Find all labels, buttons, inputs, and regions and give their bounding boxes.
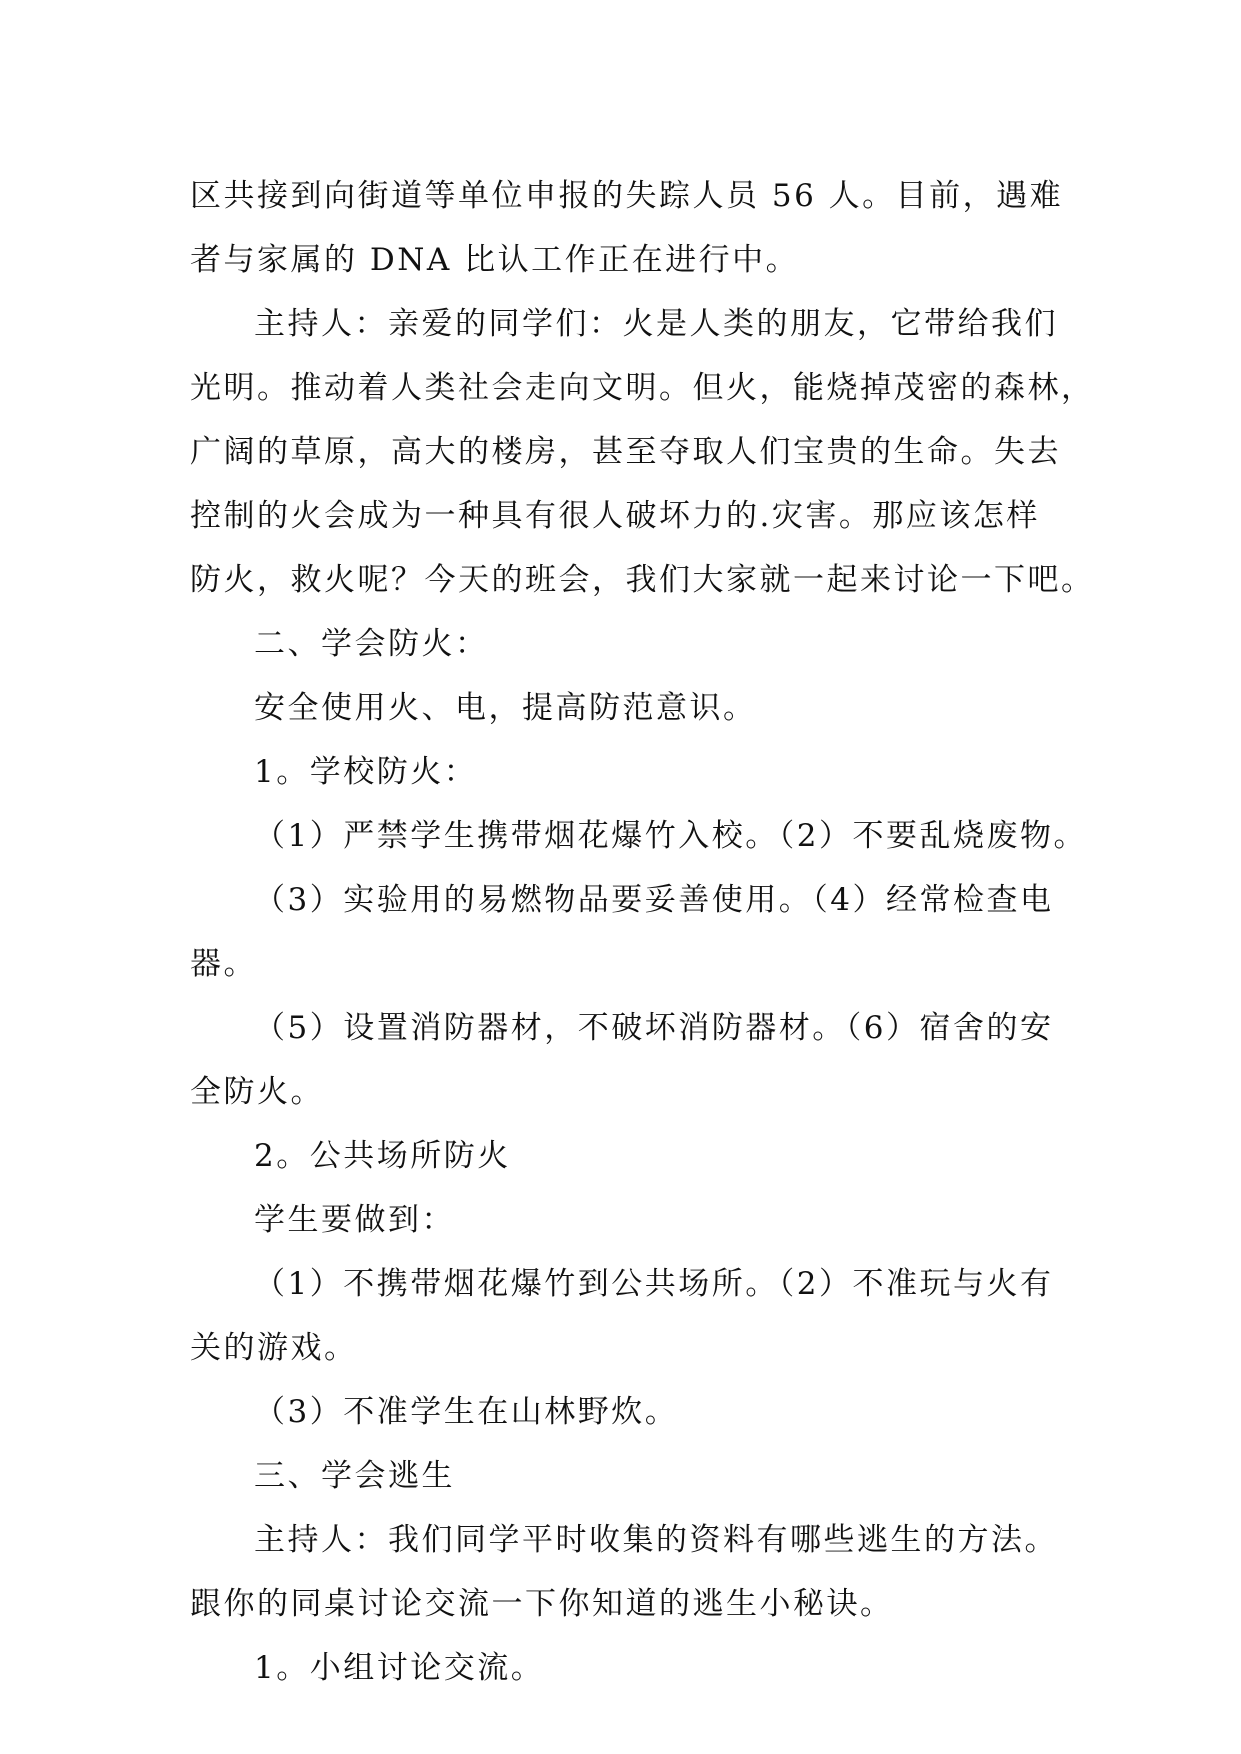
list-item: （5）设置消防器材，不破坏消防器材。（6）宿舍的安: [254, 1010, 1054, 1046]
text-line: 关的游戏。: [190, 1330, 358, 1366]
section-heading: 二、学会防火：: [254, 626, 489, 662]
text-line: 主持人：我们同学平时收集的资料有哪些逃生的方法。: [254, 1522, 1058, 1558]
text-line: 全防火。: [190, 1074, 324, 1110]
section-heading: 三、学会逃生: [254, 1458, 455, 1494]
text-line: 控制的火会成为一种具有很人破坏力的.灾害。那应该怎样: [190, 498, 1040, 534]
list-item: （3）不准学生在山林野炊。: [254, 1394, 679, 1430]
text-line: 跟你的同桌讨论交流一下你知道的逃生小秘诀。: [190, 1586, 894, 1622]
text-line: 安全使用火、电，提高防范意识。: [254, 690, 757, 726]
list-item: （3）实验用的易燃物品要妥善使用。（4）经常检查电: [254, 882, 1054, 918]
list-item: （1）不携带烟花爆竹到公共场所。（2）不准玩与火有: [254, 1266, 1054, 1302]
text-line: 者与家属的 DNA 比认工作正在进行中。: [190, 242, 800, 278]
text-line: 广阔的草原，高大的楼房，甚至夺取人们宝贵的生命。失去: [190, 434, 1061, 470]
subsection-heading: 2。公共场所防火: [254, 1138, 511, 1174]
text-line: 学生要做到：: [254, 1202, 455, 1238]
list-item: （1）严禁学生携带烟花爆竹入校。（2）不要乱烧废物。: [254, 818, 1087, 854]
text-line: 区共接到向街道等单位申报的失踪人员 56 人。目前，遇难: [190, 178, 1064, 214]
text-line: 器。: [190, 946, 257, 982]
subsection-heading: 1。学校防火：: [254, 754, 478, 790]
text-line: 主持人：亲爱的同学们：火是人类的朋友，它带给我们: [254, 306, 1058, 342]
text-line: 防火，救火呢？今天的班会，我们大家就一起来讨论一下吧。: [190, 562, 1095, 598]
document-body: [190, 164, 1095, 1700]
text-line: 光明。推动着人类社会走向文明。但火，能烧掉茂密的森林，: [190, 370, 1095, 406]
subsection-heading: 1。小组讨论交流。: [254, 1650, 545, 1686]
